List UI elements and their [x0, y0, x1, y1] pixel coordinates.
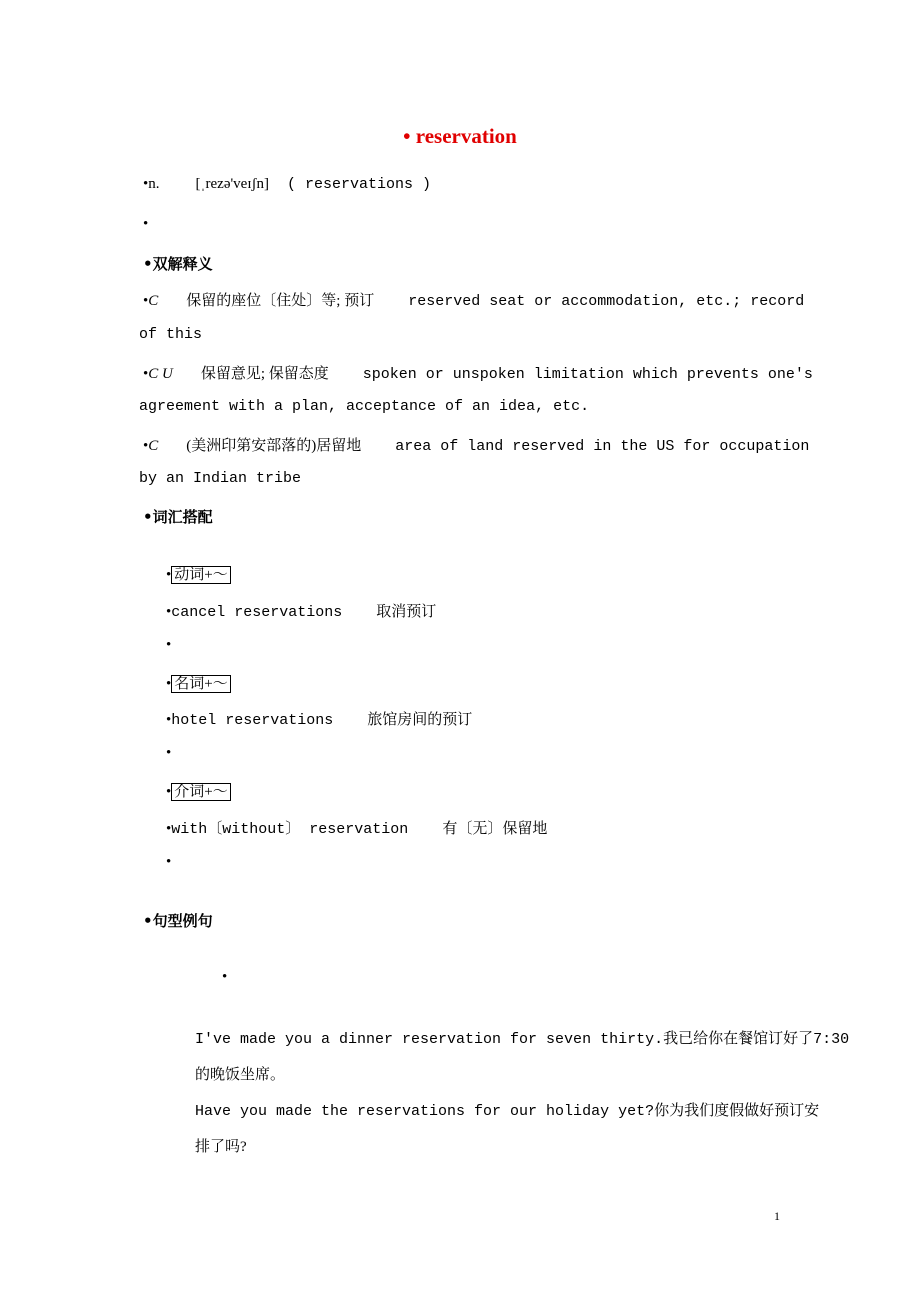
bullet: •	[143, 176, 149, 192]
definition-cn: 保留意见; 保留态度	[200, 366, 329, 382]
collocation-label-row	[166, 672, 231, 693]
empty-bullet: •	[166, 745, 172, 761]
definitions-heading: •双解释义	[143, 255, 213, 273]
example-text: Have you made the reservations for our holiday yet?你为我们度假做好预订安	[195, 1103, 820, 1120]
bullet: •	[166, 821, 172, 837]
definition-en: spoken or unspoken limitation which prevents one's	[362, 366, 813, 383]
collocation-en: with〔without〕 reservation	[171, 821, 409, 838]
collocation-en: hotel reservations	[171, 712, 334, 729]
definition-item	[143, 434, 809, 455]
definition-continuation: of this	[139, 326, 203, 343]
phonetic: [ˌrezə'veɪʃn]	[195, 176, 269, 192]
bullet: •	[166, 784, 172, 800]
definition-item	[143, 362, 813, 383]
bullet: •	[166, 712, 172, 728]
definition-cn: 保留的座位〔住处〕等; 预订	[186, 293, 375, 309]
collocation-example	[166, 817, 547, 838]
empty-bullet: •	[166, 637, 172, 653]
example-line	[195, 1027, 849, 1048]
bullet: •	[166, 604, 172, 620]
example-line: 排了吗?	[195, 1139, 247, 1155]
part-of-speech: n.	[148, 176, 160, 192]
grammar-tag: C	[148, 293, 159, 309]
collocation-cn: 旅馆房间的预订	[367, 712, 473, 728]
definition-en: area of land reserved in the US for occupation	[395, 438, 810, 455]
definition-continuation: agreement with a plan, acceptance of an idea, etc.	[139, 398, 590, 415]
collocation-label: 动词+～	[171, 566, 230, 584]
bullet: •	[166, 567, 172, 583]
plural-form: ( reservations )	[287, 176, 432, 193]
example-text: I've made you a dinner reservation for seven thirty.我已给你在餐馆订好了7:30	[195, 1031, 850, 1048]
definition-item	[143, 289, 804, 310]
page-number: 1	[774, 1209, 780, 1223]
collocation-label: 介词+～	[171, 783, 230, 801]
example-line: 的晚饭坐席。	[195, 1067, 286, 1083]
collocation-example	[166, 600, 436, 621]
bullet: •	[166, 676, 172, 692]
collocation-label-row	[166, 780, 231, 801]
bullet: •	[143, 366, 149, 382]
grammar-tag: C U	[148, 366, 173, 382]
definition-en: reserved seat or accommodation, etc.; record	[408, 293, 805, 310]
collocation-cn: 取消预订	[376, 604, 437, 620]
definition-continuation: by an Indian tribe	[139, 470, 302, 487]
entry-title: • reservation	[403, 124, 517, 148]
empty-bullet: •	[166, 854, 172, 870]
bullet: •	[143, 438, 149, 454]
definition-cn: (美洲印第安部落的)居留地	[186, 438, 362, 454]
pos-line	[143, 176, 431, 193]
collocation-example	[166, 708, 472, 729]
examples-bullet: •	[222, 969, 228, 985]
bullet: •	[143, 293, 149, 309]
collocation-cn: 有〔无〕保留地	[442, 821, 548, 837]
collocation-label-row	[166, 563, 231, 584]
examples-heading: •句型例句	[143, 912, 213, 930]
example-line	[195, 1099, 819, 1120]
empty-bullet: •	[143, 216, 149, 232]
collocations-heading: •词汇搭配	[143, 508, 213, 526]
collocation-en: cancel reservations	[171, 604, 343, 621]
grammar-tag: C	[148, 438, 159, 454]
collocation-label: 名词+～	[171, 675, 230, 693]
